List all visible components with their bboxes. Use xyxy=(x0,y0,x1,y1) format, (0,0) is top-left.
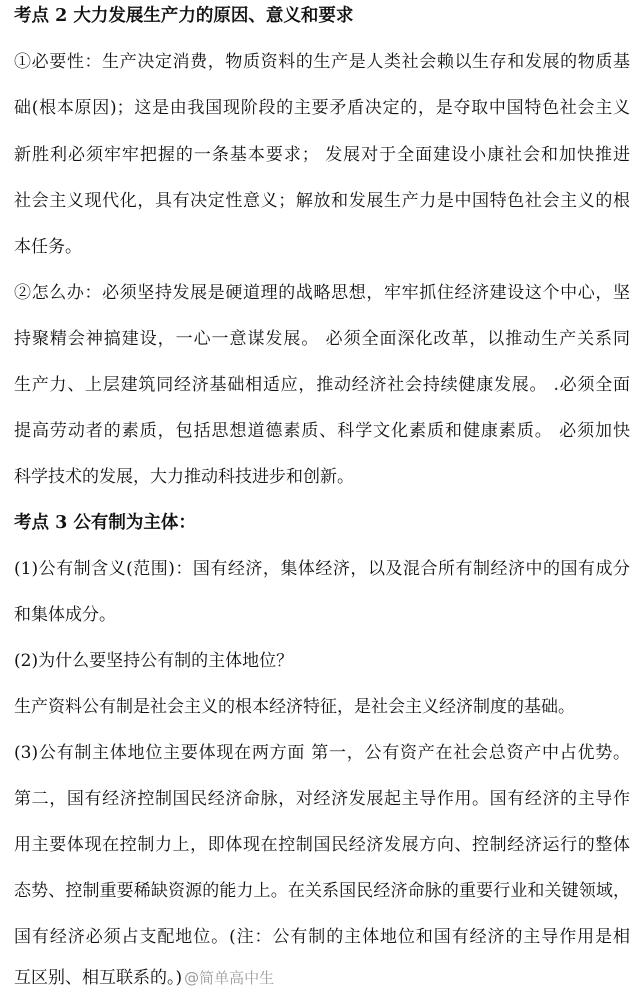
text-line: (3)公有制主体地位主要体现在两方面 第一，公有资产在社会总资产中占优势。 xyxy=(14,743,630,763)
text-line: 国有经济必须占支配地位。(注：公有制的主体地位和国有经济的主导作用是相 xyxy=(14,927,630,947)
watermark: @简单高中生 xyxy=(184,969,275,987)
text-line: 第二，国有经济控制国民经济命脉，对经济发展起主导作用。国有经济的主导作 xyxy=(14,789,630,809)
text-line: (2)为什么要坚持公有制的主体地位？ xyxy=(14,651,294,671)
text-line: 本任务。 xyxy=(14,237,82,257)
text-line-last xyxy=(14,966,630,990)
text-line-content: 互区别、相互联系的。) xyxy=(14,968,183,988)
text-line: ②怎么办：必须坚持发展是硬道理的战略思想，牢牢抓住经济建设这个中心，坚 xyxy=(14,283,630,303)
text-line: 持聚精会神搞建设，一心一意谋发展。 必须全面深化改革，以推动生产关系同 xyxy=(14,329,630,349)
text-line: 新胜利必须牢牢把握的一条基本要求； 发展对于全面建设小康社会和加快推进 xyxy=(14,145,630,165)
text-line: 和集体成分。 xyxy=(14,605,116,625)
text-line: 生产力、上层建筑同经济基础相适应，推动经济社会持续健康发展。 .必须全面 xyxy=(14,375,630,395)
text-line: 科学技术的发展，大力推动科技进步和创新。 xyxy=(14,467,354,487)
section-heading-2: 考点 2 大力发展生产力的原因、意义和要求 xyxy=(14,6,354,26)
text-line: 础(根本原因)；这是由我国现阶段的主要矛盾决定的，是夺取中国特色社会主义 xyxy=(14,98,630,118)
text-line: (1)公有制含义(范围)：国有经济，集体经济，以及混合所有制经济中的国有成分 xyxy=(14,559,630,579)
text-line: 提高劳动者的素质，包括思想道德素质、科学文化素质和健康素质。 必须加快 xyxy=(14,421,630,441)
text-line: 社会主义现代化，具有决定性意义；解放和发展生产力是中国特色社会主义的根 xyxy=(14,191,630,211)
text-line: 生产资料公有制是社会主义的根本经济特征，是社会主义经济制度的基础。 xyxy=(14,697,575,717)
text-line: 用主要体现在控制力上，即体现在控制国民经济发展方向、控制经济运行的整体 xyxy=(14,835,630,855)
text-line: ①必要性：生产决定消费，物质资料的生产是人类社会赖以生存和发展的物质基 xyxy=(14,52,630,72)
section-heading-3: 考点 3 公有制为主体： xyxy=(14,513,196,533)
text-line: 态势、控制重要稀缺资源的能力上。在关系国民经济命脉的重要行业和关键领域， xyxy=(14,881,630,901)
